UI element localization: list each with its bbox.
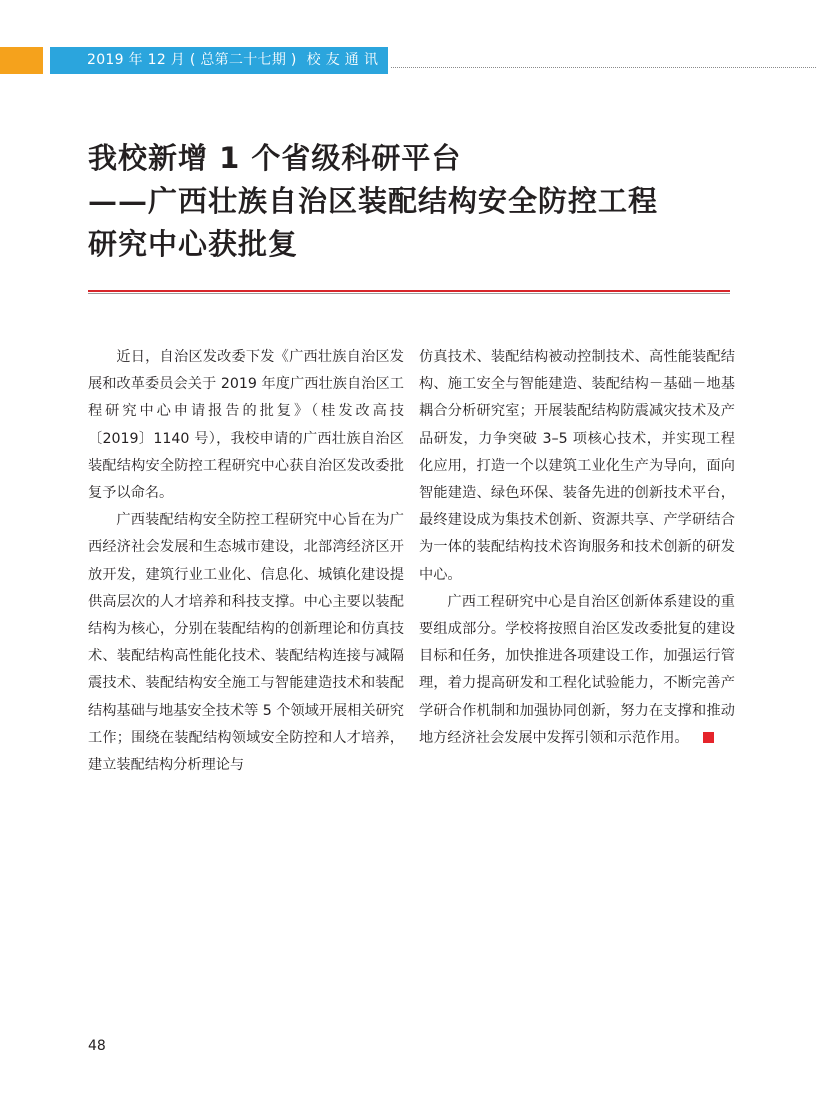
page-number: 48	[88, 1038, 106, 1054]
title-rule-grey	[88, 293, 730, 294]
closing-paragraph-text: 广西工程研究中心是自治区创新体系建设的重要组成部分。学校将按照自治区发改委批复的建设目标和任务，加快推进各项建设工作，加强运行管理，着力提高研发和工程化试验能力，不断完善产学研合作机制和加强协同创新，努力在支撑和推动地方经济社会发展中发挥引领和示范作用。	[419, 593, 735, 746]
title-line-3: 研究中心获批复	[88, 227, 299, 261]
issue-date: 2019 年 12 月 ( 总第二十七期 )	[87, 52, 297, 68]
title-rule-red	[88, 290, 730, 292]
body-paragraph-continued: 仿真技术、装配结构被动控制技术、高性能装配结构、施工安全与智能建造、装配结构－基础－地基耦合分析研究室；开展装配结构防震减灾技术及产品研发，力争突破 3–5 项核心技术，并实现工程化应用，打造一个以建筑工业化生产为导向，面向智能建造、绿色环保、装备先进的创新技术平台，最终建设成为集技术创新、资源共享、产学研结合为一体的装配结构技术咨询服务和技术创新的研发中心。	[419, 349, 735, 583]
body-paragraph	[419, 589, 735, 752]
body-column-right	[419, 344, 735, 752]
body-paragraph: 广西装配结构安全防控工程研究中心旨在为广西经济社会发展和生态城市建设，北部湾经济区开放开发，建筑行业工业化、信息化、城镇化建设提供高层次的人才培养和科技支撑。中心主要以装配结构为核心，分别在装配结构的创新理论和仿真技术、装配结构高性能化技术、装配结构连接与减隔震技术、装配结构安全施工与智能建造技术和装配结构基础与地基安全技术等 5 个领域开展相关研究工作；围绕在装配结构领域安全防控和人才培养，建立装配结构分析理论与	[88, 512, 404, 774]
body-paragraph: 近日，自治区发改委下发《广西壮族自治区发展和改革委员会关于 2019 年度广西壮族自治区工程研究中心申请报告的批复》（桂发改高技〔2019〕1140 号），我校申请的广西壮族自治区装配结构安全防控工程研究中心获自治区发改委批复予以命名。	[88, 349, 404, 502]
running-header	[50, 47, 388, 74]
title-line-2: ——广西壮族自治区装配结构安全防控工程	[88, 184, 659, 218]
publication-name: 校 友 通 讯	[306, 52, 379, 68]
header-dotted-rule	[391, 67, 816, 68]
body-column-left	[88, 344, 404, 779]
title-line-1: 我校新增 1 个省级科研平台	[88, 141, 462, 175]
end-of-article-mark-icon	[703, 732, 714, 743]
article-title	[88, 137, 748, 266]
header-orange-block	[0, 47, 43, 74]
